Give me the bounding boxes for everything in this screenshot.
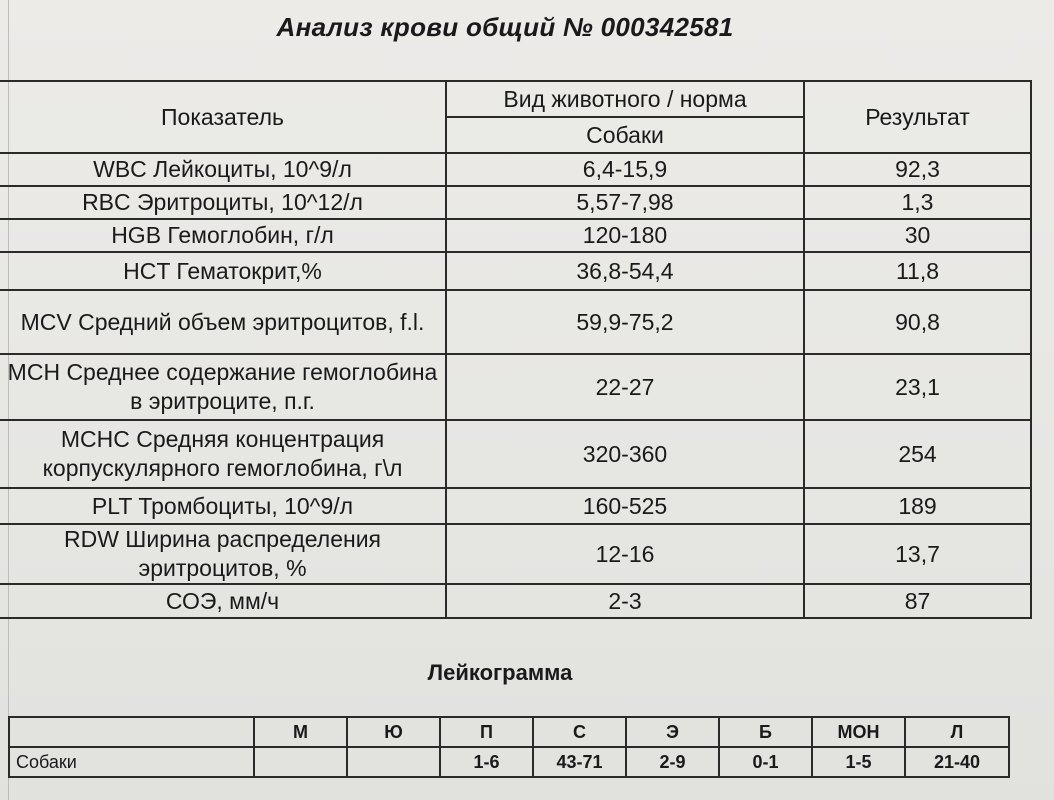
- indicator-cell: WBC Лейкоциты, 10^9/л: [0, 153, 446, 186]
- leukogram-header-row: [9, 717, 1009, 747]
- indicator-cell: MCH Среднее содержание гемоглобина в эритроците, п.г.: [0, 354, 446, 420]
- indicator-cell: HGB Гемоглобин, г/л: [0, 219, 446, 252]
- table-row: [0, 354, 1031, 420]
- blood-analysis-table: [0, 80, 1032, 619]
- table-row: [0, 524, 1031, 584]
- table-row: [0, 488, 1031, 524]
- leukogram-value: 2-9: [626, 747, 719, 777]
- leukogram-species-cell: Собаки: [9, 747, 254, 777]
- indicator-cell: MCHC Средняя концентрация корпускулярного гемоглобина, г\л: [0, 420, 446, 488]
- norm-cell: 320-360: [446, 420, 804, 488]
- result-cell: 11,8: [804, 252, 1031, 290]
- header-result: Результат: [804, 81, 1031, 153]
- norm-cell: 160-525: [446, 488, 804, 524]
- table-row: [0, 186, 1031, 219]
- result-cell: 30: [804, 219, 1031, 252]
- indicator-cell: HCT Гематокрит,%: [0, 252, 446, 290]
- leukogram-table: [8, 716, 1010, 778]
- leukogram-title: Лейкограмма: [427, 660, 573, 685]
- leukogram-header: П: [440, 717, 533, 747]
- result-cell: 189: [804, 488, 1031, 524]
- leukogram-header: МОН: [812, 717, 905, 747]
- leukogram-corner-cell: [9, 717, 254, 747]
- table-row: [0, 153, 1031, 186]
- indicator-cell: RBC Эритроциты, 10^12/л: [0, 186, 446, 219]
- leukogram-header: Э: [626, 717, 719, 747]
- leukogram-row: [9, 747, 1009, 777]
- table-header-row: [0, 81, 1031, 117]
- leukogram-header: Ю: [347, 717, 440, 747]
- norm-cell: 36,8-54,4: [446, 252, 804, 290]
- leukogram-value: [347, 747, 440, 777]
- norm-cell: 5,57-7,98: [446, 186, 804, 219]
- leukogram-value: 1-5: [812, 747, 905, 777]
- leukogram-header: М: [254, 717, 347, 747]
- result-cell: 13,7: [804, 524, 1031, 584]
- indicator-cell: СОЭ, мм/ч: [0, 584, 446, 618]
- norm-cell: 120-180: [446, 219, 804, 252]
- result-cell: 254: [804, 420, 1031, 488]
- table-row: [0, 584, 1031, 618]
- leukogram-value: 21-40: [905, 747, 1009, 777]
- document-title: Анализ крови общий № 000342581: [276, 12, 734, 42]
- norm-cell: 2-3: [446, 584, 804, 618]
- leukogram-value: [254, 747, 347, 777]
- norm-cell: 22-27: [446, 354, 804, 420]
- result-cell: 1,3: [804, 186, 1031, 219]
- result-cell: 87: [804, 584, 1031, 618]
- indicator-cell: RDW Ширина распределения эритроцитов, %: [0, 524, 446, 584]
- leukogram-header: Б: [719, 717, 812, 747]
- leukogram-value: 43-71: [533, 747, 626, 777]
- leukogram-value: 0-1: [719, 747, 812, 777]
- result-cell: 92,3: [804, 153, 1031, 186]
- indicator-cell: MCV Средний объем эритроцитов, f.l.: [0, 290, 446, 354]
- header-species-norm: Вид животного / норма: [446, 81, 804, 117]
- table-row: [0, 290, 1031, 354]
- norm-cell: 59,9-75,2: [446, 290, 804, 354]
- result-cell: 90,8: [804, 290, 1031, 354]
- indicator-cell: PLT Тромбоциты, 10^9/л: [0, 488, 446, 524]
- norm-cell: 12-16: [446, 524, 804, 584]
- result-cell: 23,1: [804, 354, 1031, 420]
- table-row: [0, 252, 1031, 290]
- header-indicator: Показатель: [0, 81, 446, 153]
- leukogram-value: 1-6: [440, 747, 533, 777]
- leukogram-header: С: [533, 717, 626, 747]
- leukogram-header: Л: [905, 717, 1009, 747]
- norm-cell: 6,4-15,9: [446, 153, 804, 186]
- header-species: Собаки: [446, 117, 804, 153]
- table-row: [0, 219, 1031, 252]
- table-row: [0, 420, 1031, 488]
